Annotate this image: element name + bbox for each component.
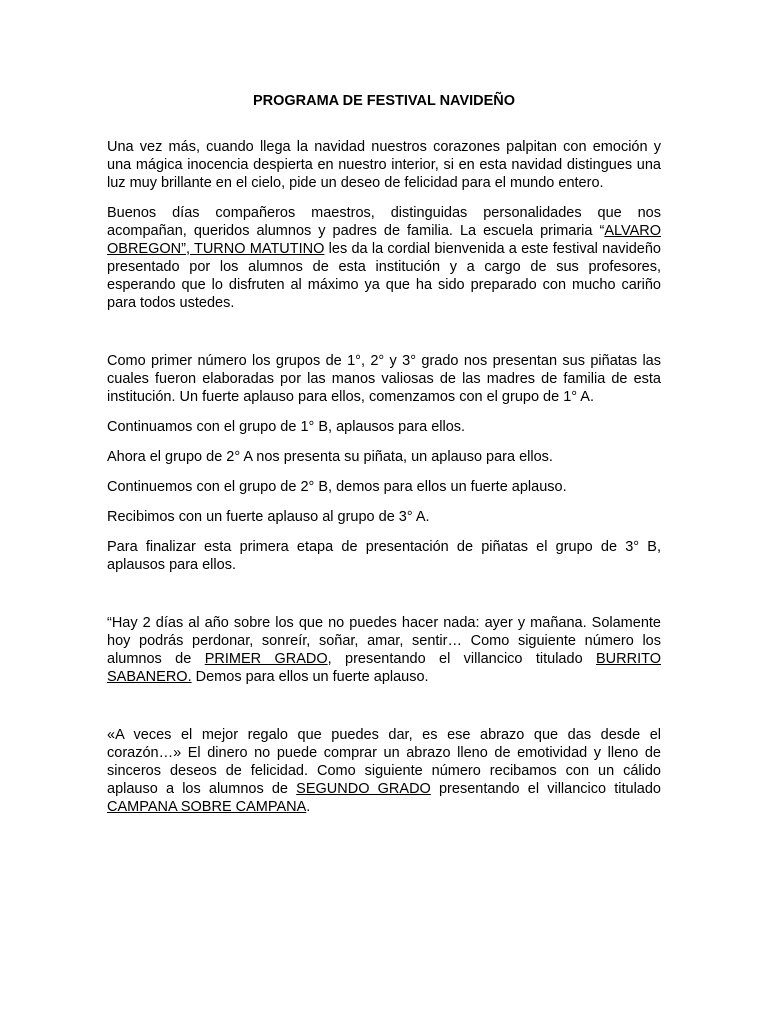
welcome-text-before: Buenos días compañeros maestros, distinguidas personalidades que nos acompañan, queridos alumnos y padres de familia. La escuela primaria “ <box>107 205 661 239</box>
paragraph-first-grade <box>107 614 661 686</box>
paragraph-group-3b: Para finalizar esta primera etapa de presentación de piñatas el grupo de 3° B, aplausos para ellos. <box>107 539 661 573</box>
paragraph-group-2a: Ahora el grupo de 2° A nos presenta su piñata, un aplauso para ellos. <box>107 449 553 465</box>
second-grade-song: CAMPANA SOBRE CAMPANA <box>107 799 307 815</box>
paragraph-intro: Una vez más, cuando llega la navidad nuestros corazones palpitan con emoción y una mágica inocencia despierta en nuestro interior, si en esta navidad distingues una luz muy brillante en el cielo, pide un deseo de felicidad para el mundo entero. <box>107 139 661 191</box>
paragraph-pinatas-intro: Como primer número los grupos de 1°, 2° y 3° grado nos presentan sus piñatas las cuales fueron elaboradas por las manos valiosas de las madres de familia de esta institución. Un fuerte aplauso para ellos, comenzamos con el grupo de 1° A. <box>107 353 661 405</box>
school-name: ALVARO OBREGON”, TURNO MATUTINO <box>107 223 661 257</box>
paragraph-second-grade <box>107 726 661 816</box>
first-grade-text-middle: , presentando el villancico titulado <box>327 651 596 667</box>
first-grade-text-before: “Hay 2 días al año sobre los que no puedes hacer nada: ayer y mañana. Solamente hoy podrás perdonar, sonreír, soñar, amar, sentir… Como siguiente número los alumnos de <box>107 615 661 667</box>
first-grade-label: PRIMER GRADO <box>204 651 328 667</box>
paragraph-group-3a: Recibimos con un fuerte aplauso al grupo de 3° A. <box>107 509 430 525</box>
second-grade-text-before: «A veces el mejor regalo que puedes dar, es ese abrazo que das desde el corazón…» El dinero no puede comprar un abrazo lleno de emotividad y lleno de sinceros deseos de felicidad. Como siguiente número recibamos con un cálido aplauso a los alumnos de <box>107 727 661 797</box>
first-grade-text-after: Demos para ellos un fuerte aplauso. <box>191 669 429 685</box>
paragraph-group-1b: Continuamos con el grupo de 1° B, aplausos para ellos. <box>107 419 466 435</box>
second-grade-text-middle: presentando el villancico titulado <box>430 781 661 797</box>
document-page <box>107 92 661 828</box>
first-grade-song: BURRITO SABANERO. <box>107 651 661 685</box>
document-title: PROGRAMA DE FESTIVAL NAVIDEÑO <box>252 93 516 109</box>
paragraph-welcome <box>107 204 661 312</box>
welcome-text-after: les da la cordial bienvenida a este festival navideño presentado por los alumnos de esta institución y a cargo de sus profesores, esperando que lo disfruten al máximo ya que ha sido preparado con mucho cariño para todos ustedes. <box>107 241 661 311</box>
second-grade-label: SEGUNDO GRADO <box>296 781 431 797</box>
paragraph-group-2b: Continuemos con el grupo de 2° B, demos para ellos un fuerte aplauso. <box>107 479 567 495</box>
second-grade-text-after: . <box>306 799 311 815</box>
